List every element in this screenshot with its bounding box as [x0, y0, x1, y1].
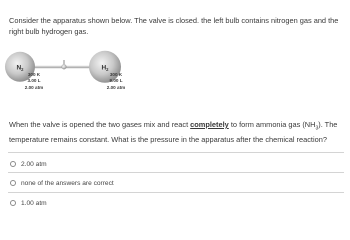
- right-bulb-temperature: 300 K: [109, 72, 123, 77]
- right-bulb-pressure: 2.00 atm: [106, 84, 126, 90]
- question-emphasis: completely: [190, 120, 229, 129]
- radio-button[interactable]: [10, 180, 16, 186]
- left-bulb-info: [14, 72, 54, 91]
- right-bulb-info: [96, 72, 136, 91]
- left-bulb-label-sub: 2: [21, 67, 24, 72]
- left-bulb-temperature: 300 K: [27, 72, 41, 77]
- right-bulb-label-sub: 2: [106, 67, 109, 72]
- answer-option[interactable]: [10, 197, 47, 209]
- divider: [8, 192, 344, 193]
- question-subscript: 3: [315, 125, 319, 132]
- question-text: [9, 119, 343, 145]
- right-bulb-label: H: [101, 64, 107, 72]
- question-intro: Consider the apparatus shown below. The valve is closed. the left bulb contains nitrogen gas and the right bulb hydrogen gas.: [9, 16, 339, 36]
- question-part3: ). The temperature remains constant. What is the pressure in the apparatus after the chemical reaction?: [9, 120, 338, 145]
- answer-option[interactable]: [10, 177, 114, 189]
- left-bulb-label: N: [16, 64, 22, 72]
- left-bulb-pressure: 2.00 atm: [24, 84, 44, 90]
- radio-button[interactable]: [10, 161, 16, 167]
- valve-icon: [62, 60, 67, 69]
- divider: [8, 172, 344, 173]
- right-bulb-volume: 9.00 L: [109, 78, 123, 84]
- divider: [8, 152, 344, 153]
- question-part1: When the valve is opened the two gases mix and react: [9, 120, 191, 129]
- question-part2: to form ammonia gas (NH: [228, 120, 316, 129]
- option-label: 1.00 atm: [21, 199, 47, 207]
- left-bulb-volume: 3.00 L: [27, 78, 41, 84]
- option-label: 2.00 atm: [21, 160, 47, 168]
- radio-button[interactable]: [10, 200, 16, 206]
- option-label: none of the answers are correct: [21, 179, 114, 187]
- answer-option[interactable]: [10, 158, 47, 170]
